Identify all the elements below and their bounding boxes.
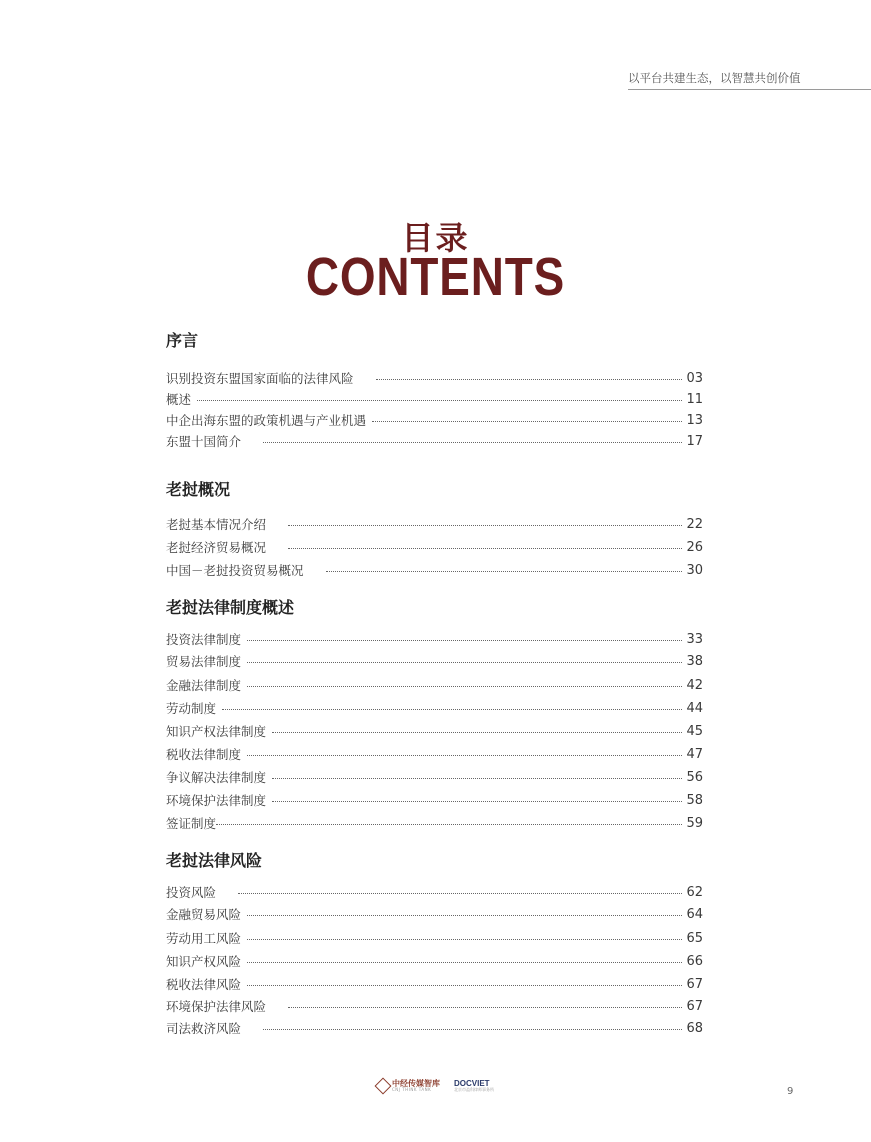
toc-page: 67 <box>686 976 703 992</box>
toc-row[interactable] <box>166 390 703 408</box>
toc-label: 中国－老挝投资贸易概况 <box>166 563 304 578</box>
toc-page: 44 <box>686 700 703 716</box>
cnj-think-tank-logo <box>377 1080 440 1092</box>
toc-label: 环境保护法律风险 <box>166 999 267 1014</box>
toc-row[interactable] <box>166 1019 703 1037</box>
toc-label: 中企出海东盟的政策机遇与产业机遇 <box>166 413 367 428</box>
toc-page: 65 <box>686 930 703 946</box>
toc-leader <box>247 755 682 756</box>
toc-leader <box>272 801 682 802</box>
toc-page: 03 <box>686 370 703 386</box>
toc-label: 贸易法律制度 <box>166 654 242 669</box>
toc-page: 30 <box>686 562 703 578</box>
toc-page: 59 <box>686 815 703 831</box>
toc-page: 22 <box>686 516 703 532</box>
toc-label: 劳动用工风险 <box>166 931 242 946</box>
toc-row[interactable] <box>166 652 703 670</box>
toc-label: 知识产权法律制度 <box>166 724 267 739</box>
toc-label: 税收法律制度 <box>166 747 242 762</box>
toc-label: 税收法律风险 <box>166 977 242 992</box>
section-heading-preface: 序言 <box>166 331 199 350</box>
toc-label: 环境保护法律制度 <box>166 793 267 808</box>
toc-label: 投资风险 <box>166 885 217 900</box>
toc-row[interactable] <box>166 369 703 387</box>
toc-page: 17 <box>686 433 703 449</box>
logo1-en: CNJ THINK TANK <box>392 1087 432 1092</box>
toc-leader <box>247 939 682 940</box>
toc-page: 62 <box>686 884 703 900</box>
toc-leader <box>288 548 682 549</box>
toc-row[interactable] <box>166 768 703 786</box>
toc-leader <box>263 442 682 443</box>
toc-leader <box>247 962 682 963</box>
toc-page: 33 <box>686 631 703 647</box>
toc-leader <box>263 1029 682 1030</box>
logo2-sub: 北京市盈科律师事务所 <box>454 1087 494 1092</box>
toc-leader <box>197 400 682 401</box>
toc-row[interactable] <box>166 791 703 809</box>
toc-row[interactable] <box>166 515 703 533</box>
toc-label: 识别投资东盟国家面临的法律风险 <box>166 371 354 386</box>
toc-row[interactable] <box>166 538 703 556</box>
header-rule <box>628 89 871 90</box>
toc-label: 劳动制度 <box>166 701 217 716</box>
toc-page: 56 <box>686 769 703 785</box>
toc-leader <box>272 778 682 779</box>
title-cn: 目录 <box>401 219 470 257</box>
toc-label: 老挝基本情况介绍 <box>166 517 267 532</box>
toc-row[interactable] <box>166 997 703 1015</box>
toc-leader <box>288 525 682 526</box>
toc-leader <box>238 893 682 894</box>
toc-leader <box>247 915 682 916</box>
toc-label: 争议解决法律制度 <box>166 770 267 785</box>
toc-label: 概述 <box>166 392 192 407</box>
toc-leader <box>222 709 682 710</box>
toc-row[interactable] <box>166 722 703 740</box>
toc-row[interactable] <box>166 630 703 648</box>
toc-leader <box>247 985 682 986</box>
toc-label: 东盟十国简介 <box>166 434 242 449</box>
toc-label: 知识产权风险 <box>166 954 242 969</box>
logo1-cn: 中经传媒智库 <box>392 1079 440 1088</box>
toc-page: 68 <box>686 1020 703 1036</box>
toc-label: 签证制度 <box>166 816 217 831</box>
toc-leader <box>247 686 682 687</box>
section-heading-laos-overview: 老挝概况 <box>166 480 231 499</box>
toc-page: 47 <box>686 746 703 762</box>
toc-label: 老挝经济贸易概况 <box>166 540 267 555</box>
toc-page: 42 <box>686 677 703 693</box>
section-heading-laos-legal-system: 老挝法律制度概述 <box>166 598 295 617</box>
docviet-logo <box>454 1080 494 1092</box>
toc-leader <box>376 379 683 380</box>
toc-page: 13 <box>686 412 703 428</box>
toc-label: 司法救济风险 <box>166 1021 242 1036</box>
toc-leader <box>247 662 682 663</box>
toc-leader <box>372 421 682 422</box>
toc-leader <box>272 732 682 733</box>
toc-page: 67 <box>686 998 703 1014</box>
toc-row[interactable] <box>166 975 703 993</box>
toc-row[interactable] <box>166 411 703 429</box>
page-number: 9 <box>787 1086 794 1097</box>
toc-page: 66 <box>686 953 703 969</box>
logo2-en: DOCVIET <box>454 1079 490 1088</box>
header-slogan: 以平台共建生态，以智慧共创价值 <box>628 71 801 85</box>
toc-row[interactable] <box>166 676 703 694</box>
toc-page: 45 <box>686 723 703 739</box>
toc-label: 金融贸易风险 <box>166 907 242 922</box>
toc-page: 11 <box>686 391 703 407</box>
footer-logos <box>377 1080 494 1092</box>
toc-row[interactable] <box>166 905 703 923</box>
toc-row[interactable] <box>166 699 703 717</box>
title-en: CONTENTS <box>305 247 566 307</box>
toc-leader <box>326 571 683 572</box>
toc-page: 64 <box>686 906 703 922</box>
toc-page: 58 <box>686 792 703 808</box>
toc-label: 投资法律制度 <box>166 632 242 647</box>
toc-row[interactable] <box>166 745 703 763</box>
cnj-logo-icon <box>375 1078 392 1095</box>
toc-leader <box>247 640 682 641</box>
toc-label: 金融法律制度 <box>166 678 242 693</box>
toc-page: 38 <box>686 653 703 669</box>
toc-row[interactable] <box>166 929 703 947</box>
toc-page: 26 <box>686 539 703 555</box>
toc-leader <box>216 824 682 825</box>
section-heading-laos-legal-risks: 老挝法律风险 <box>166 851 263 870</box>
toc-row[interactable] <box>166 883 703 901</box>
toc-leader <box>288 1007 682 1008</box>
toc-row[interactable] <box>166 952 703 970</box>
toc-row[interactable] <box>166 432 703 450</box>
toc-row[interactable] <box>166 814 703 832</box>
toc-row[interactable] <box>166 561 703 579</box>
